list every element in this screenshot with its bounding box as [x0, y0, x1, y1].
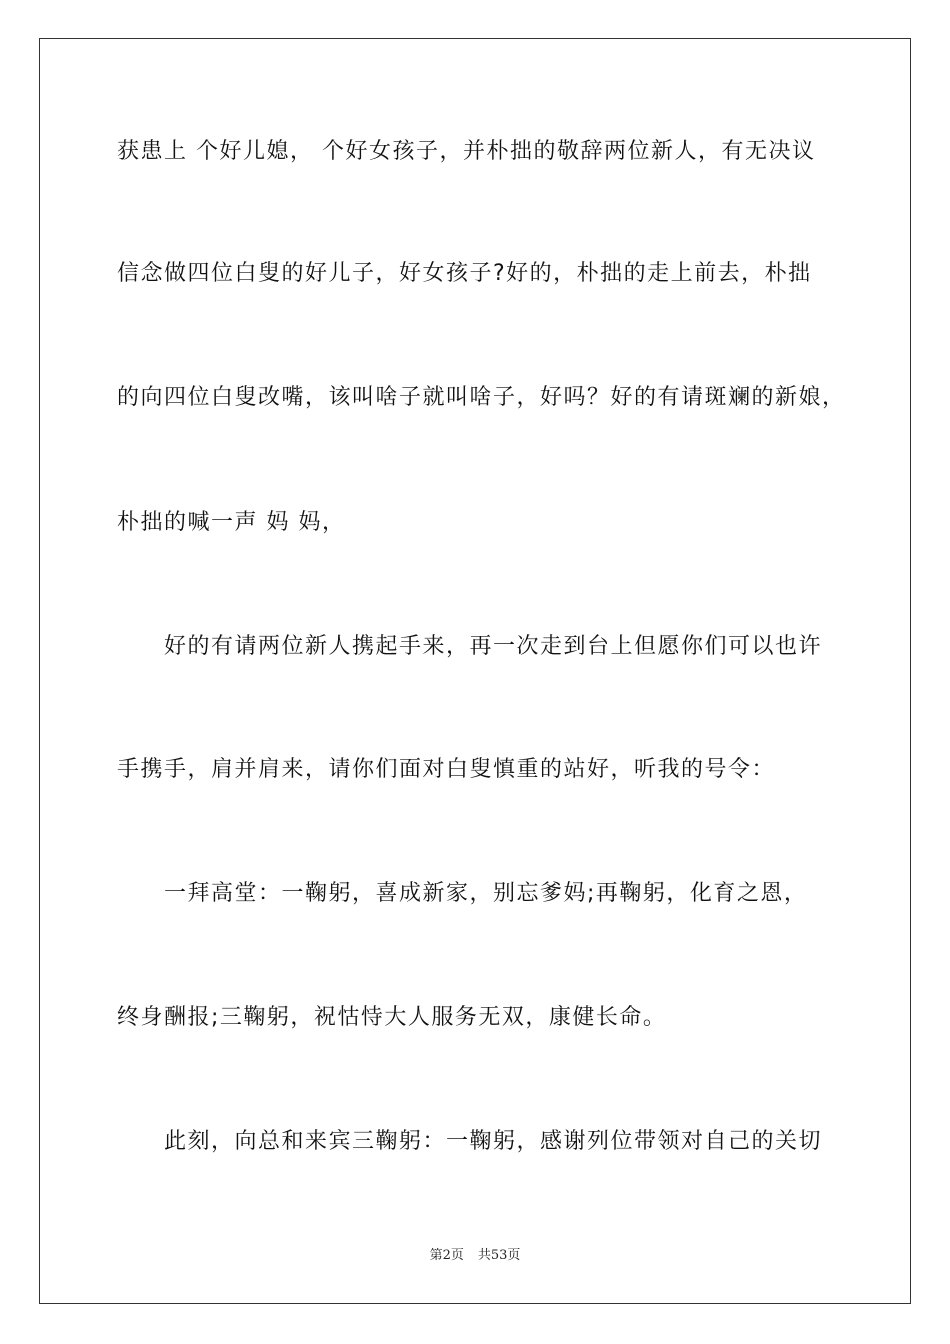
page-border — [39, 38, 911, 1304]
text-line: 好的有请两位新人携起手来，再一次走到台上但愿你们可以也许 — [164, 634, 823, 659]
text-line: 一拜高堂：一鞠躬，喜成新家，别忘爹妈;再鞠躬，化育之恩， — [164, 881, 808, 906]
text-line: 信念做四位白叟的好儿子，好女孩子?好的，朴拙的走上前去，朴拙 — [117, 261, 812, 286]
text-line: 此刻，向总和来宾三鞠躬：一鞠躬，感谢列位带领对自己的关切 — [164, 1129, 823, 1154]
text-line: 的向四位白叟改嘴，该叫啥子就叫啥子，好吗？好的有请斑斓的新娘， — [117, 385, 846, 410]
text-line: 手携手，肩并肩来，请你们面对白叟慎重的站好，听我的号令： — [117, 757, 776, 782]
text-line: 朴拙的喊一声 妈 妈， — [117, 510, 346, 535]
page-footer — [0, 1247, 950, 1265]
text-line: 终身酬报;三鞠躬，祝怙恃大人服务无双，康健长命。 — [117, 1005, 667, 1030]
page-number: 第2页 — [429, 1248, 464, 1263]
text-line: 获患上 个好儿媳， 个好女孩子，并朴拙的敬辞两位新人，有无决议 — [117, 139, 816, 164]
page-total: 共53页 — [477, 1248, 521, 1263]
